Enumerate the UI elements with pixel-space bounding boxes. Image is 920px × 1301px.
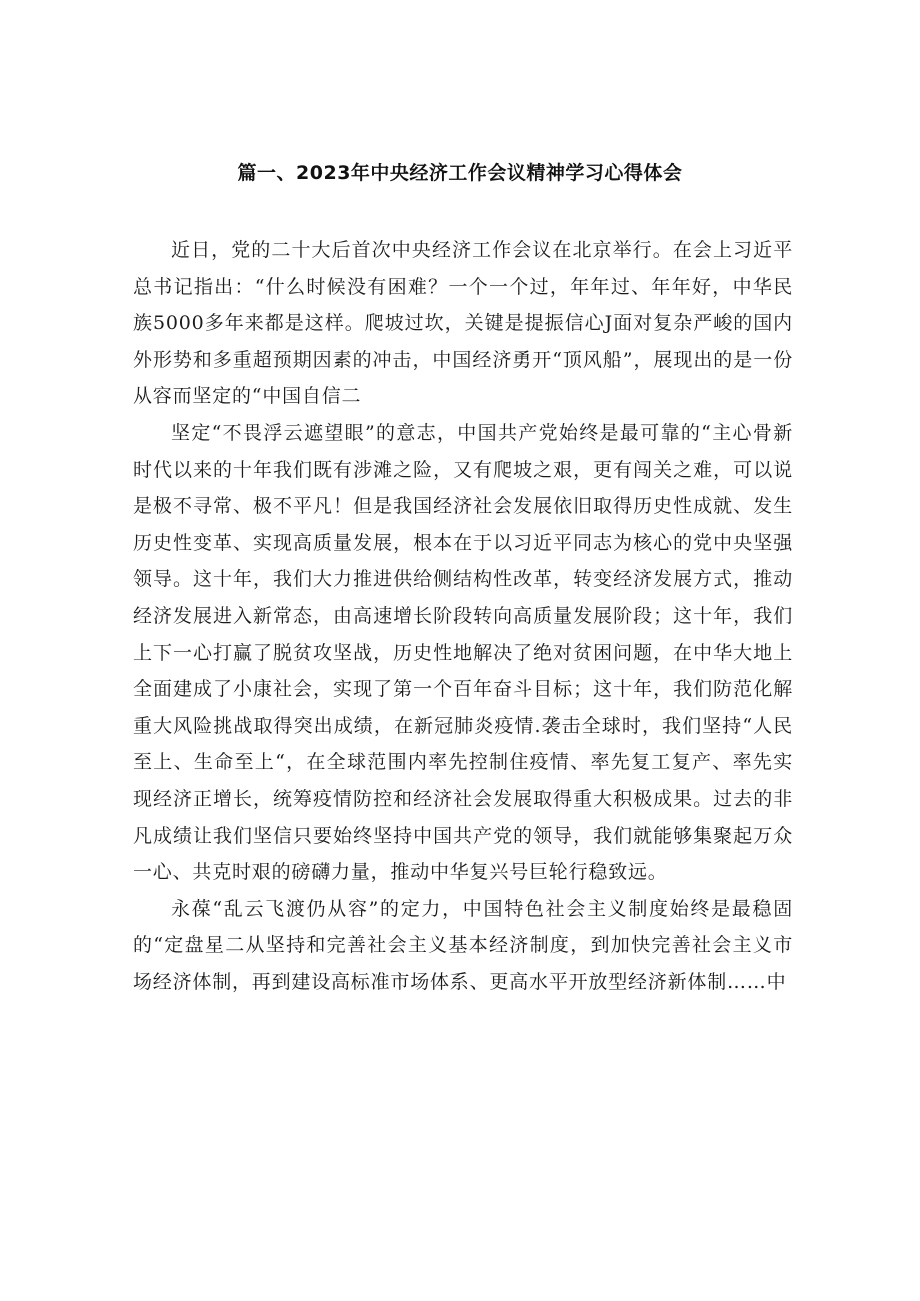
document-title: 篇一、2023年中央经济工作会议精神学习心得体会 bbox=[237, 162, 683, 184]
paragraph-1: 近日，党的二十大后首次中央经济工作会议在北京举行。在会上习近平总书记指出：“什么时候没有困难？一个一个过，年年过、年年好，中华民族5000多年来都是这样。爬坡过坎，关键是提振信心J面对复杂严峻的国内外形势和多重超预期因素的冲击，中国经济勇开“顶风船”，展现出的是一份从容而坚定的“中国自信二 bbox=[133, 239, 793, 408]
paragraph-2: 坚定“不畏浮云遮望眼”的意志，中国共产党始终是最可靠的“主心骨新时代以来的十年我们既有涉滩之险，又有爬坡之艰，更有闯关之难，可以说是极不寻常、极不平凡！但是我国经济社会发展依旧取得历史性成就、发生历史性变革、实现高质量发展，根本在于以习近平同志为核心的党中央坚强领导。这十年，我们大力推进供给侧结构性改革，转变经济发展方式，推动经济发展进入新常态，由高速增长阶段转向高质量发展阶段；这十年，我们上下一心打赢了脱贫攻坚战，历史性地解决了绝对贫困问题，在中华大地上全面建成了小康社会，实现了第一个百年奋斗目标；这十年，我们防范化解重大风险挑战取得突出成绩，在新冠肺炎疫情.袭击全球时，我们坚持“人民至上、生命至上“，在全球范围内率先控制住疫情、率先复工复产、率先实现经济正增长，统筹疫情防控和经济社会发展取得重大积极成果。过去的非凡成绩让我们坚信只要始终坚持中国共产党的领导，我们就能够集聚起万众一心、共克时艰的磅礴力量，推动中华复兴号巨轮行稳致远。 bbox=[133, 421, 793, 884]
document-body bbox=[133, 232, 793, 1000]
paragraph-3: 永葆“乱云飞渡仍从容”的定力，中国特色社会主义制度始终是最稳固的“定盘星二从坚持和完善社会主义基本经济制度，到加快完善社会主义市场经济体制，再到建设高标准市场体系、更高水平开放型经济新体制……中 bbox=[133, 897, 793, 993]
